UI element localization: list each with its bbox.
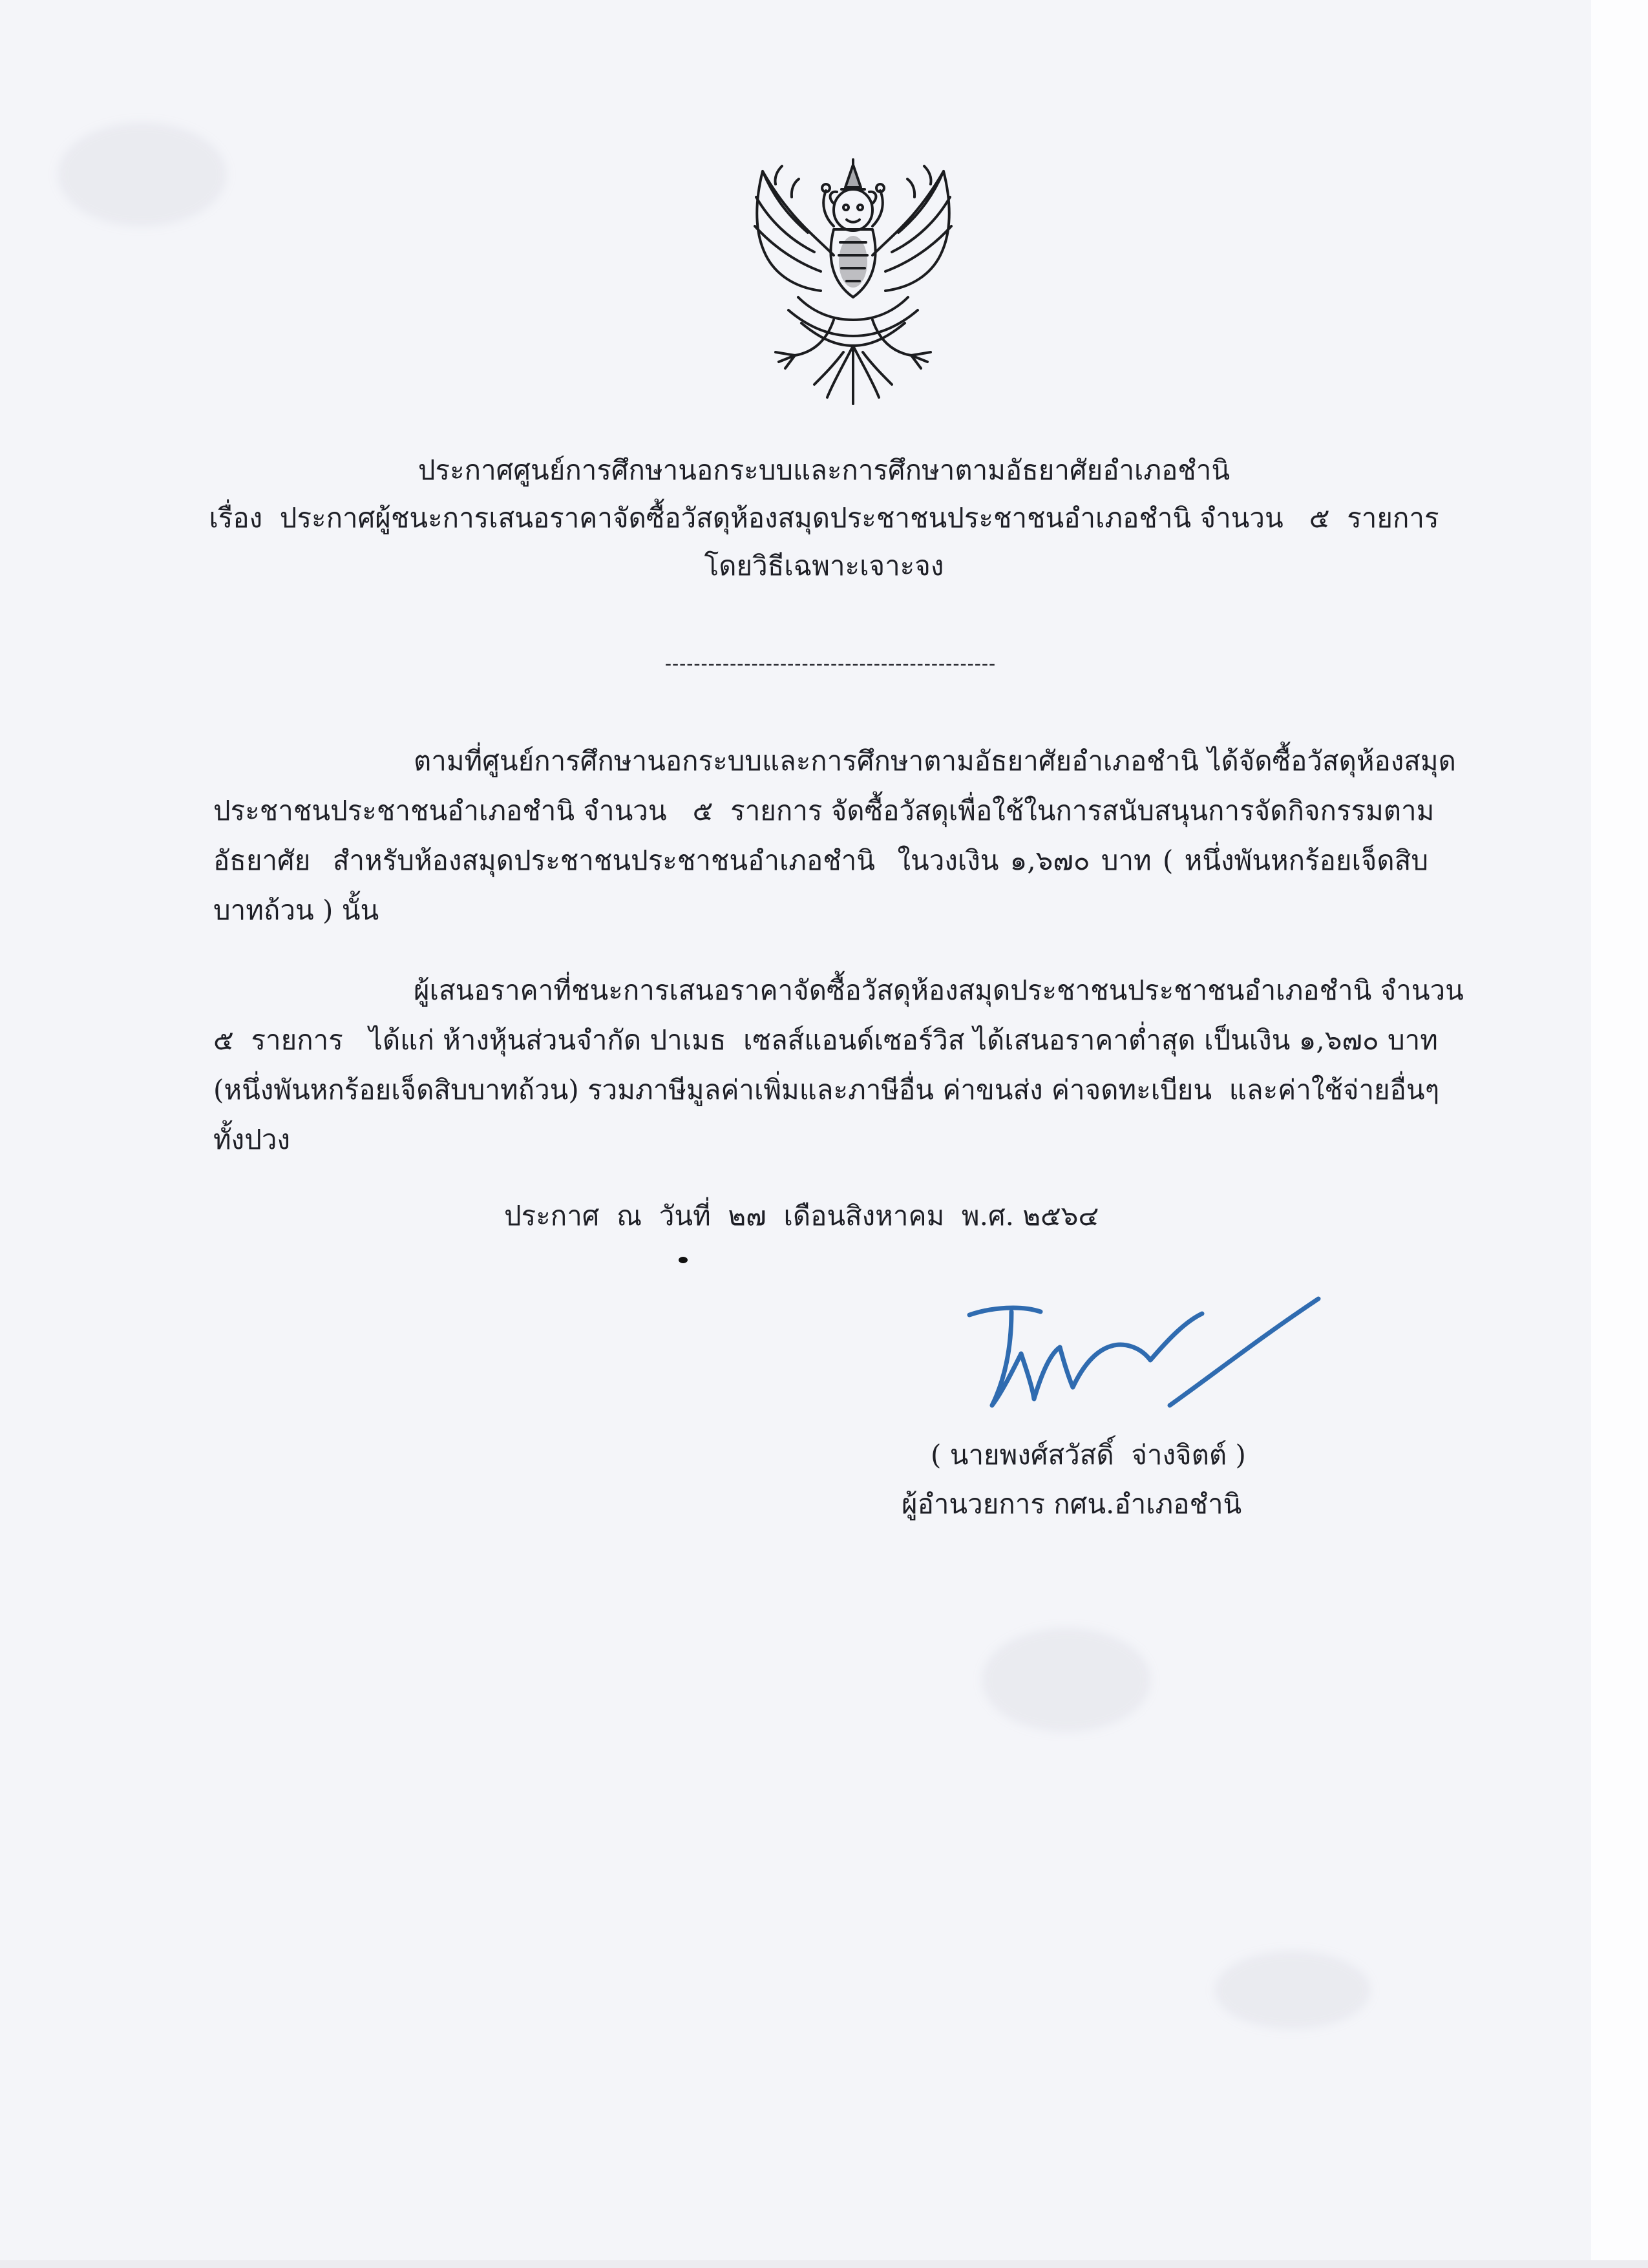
announcement-subject: เรื่อง ประกาศผู้ชนะการเสนอราคาจัดซื้อวัสดุห้องสมุดประชาชนประชาชนอำเภอชำนิ จำนวน ๕ รายการ: [209, 502, 1439, 534]
paragraph-1-line-1: ตามที่ศูนย์การศึกษานอกระบบและการศึกษาตามอัธยาศัยอำเภอชำนิ ได้จัดซื้อวัสดุห้องสมุด: [414, 745, 1456, 777]
paragraph-2-line-2: ๕ รายการ ได้แก่ ห้างหุ้นส่วนจำกัด ปาเมธ เซลส์แอนด์เซอร์วิส ได้เสนอราคาต่ำสุด เป็นเงิน ๑,๖๗๐ บาท: [213, 1024, 1438, 1056]
announcement-date: ประกาศ ณ วันที่ ๒๗ เดือนสิงหาคม พ.ศ. ๒๕๖๔: [504, 1200, 1099, 1232]
garuda-emblem-icon: [737, 158, 969, 410]
paragraph-2-line-1: ผู้เสนอราคาที่ชนะการเสนอราคาจัดซื้อวัสดุห้องสมุดประชาชนประชาชนอำเภอชำนิ จำนวน: [414, 974, 1464, 1006]
scan-smudge: [1215, 1951, 1370, 2029]
announcement-heading: ประกาศศูนย์การศึกษานอกระบบและการศึกษาตามอัธยาศัยอำเภอชำนิ: [417, 454, 1231, 486]
scan-smudge: [58, 123, 226, 226]
paragraph-2-line-4: ทั้งปวง: [213, 1124, 290, 1155]
handwritten-signature-icon: [956, 1276, 1331, 1431]
paragraph-1-line-2: ประชาชนประชาชนอำเภอชำนิ จำนวน ๕ รายการ จัดซื้อวัสดุเพื่อใช้ในการสนับสนุนการจัดกิจกรรมตาม: [213, 795, 1435, 826]
paragraph-1-line-3: อัธยาศัย สำหรับห้องสมุดประชาชนประชาชนอำเภอชำนิ ในวงเงิน ๑,๖๗๐ บาท ( หนึ่งพันหกร้อยเจ็ดสิบ: [213, 845, 1428, 876]
header-divider: ----------------------------------------------: [664, 653, 997, 675]
ink-dot: [679, 1257, 688, 1263]
scan-edge-right: [1591, 0, 1648, 2268]
paragraph-1-line-4: บาทถ้วน ) นั้น: [213, 894, 379, 926]
signatory-name: ( นายพงศ์สวัสดิ์ จ่างจิตต์ ): [931, 1439, 1246, 1471]
signatory-position: ผู้อำนวยการ กศน.อำเภอชำนิ: [902, 1488, 1242, 1520]
scan-edge-bottom: [0, 2260, 1648, 2268]
announcement-method: โดยวิธีเฉพาะเจาะจง: [704, 550, 944, 582]
paragraph-2-line-3: (หนึ่งพันหกร้อยเจ็ดสิบบาทถ้วน) รวมภาษีมูลค่าเพิ่มและภาษีอื่น ค่าขนส่ง ค่าจดทะเบียน และค่าใช้จ่ายอื่นๆ: [213, 1074, 1440, 1106]
scan-smudge: [982, 1628, 1150, 1732]
